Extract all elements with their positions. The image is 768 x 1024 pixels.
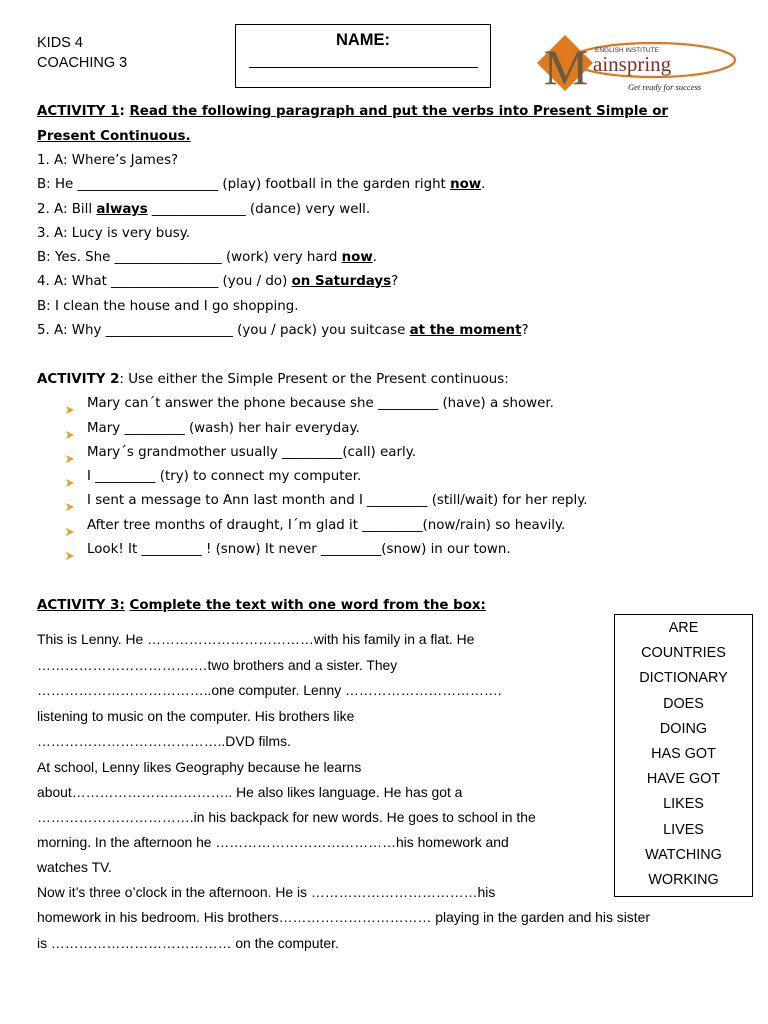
- word-box-item: WATCHING: [645, 846, 722, 863]
- arrow-bullet-icon: [66, 400, 76, 410]
- activity1-instruction-cont: Present Continuous.: [37, 129, 191, 144]
- word-box: [614, 614, 753, 897]
- logo-letter: M: [543, 39, 589, 95]
- activity2-instruction: : Use either the Simple Present or the Present continuous:: [119, 372, 509, 387]
- coaching-line: COACHING 3: [37, 54, 128, 71]
- line-emphasis: now: [450, 177, 482, 192]
- line-text-end: .: [372, 250, 377, 265]
- line-text-end: ?: [391, 274, 399, 289]
- activity1-line: [37, 249, 377, 267]
- activity3-text-line: listening to music on the computer. His brothers like: [37, 708, 355, 724]
- line-text: 3. A: Lucy is very busy.: [37, 226, 191, 241]
- line-text: 5. A: Why ___________________ (you / pack) you suitcase: [37, 323, 410, 338]
- line-text-end: .: [481, 177, 486, 192]
- activity1-line: [37, 225, 190, 243]
- activity3-heading: [37, 597, 486, 615]
- activity2-item: Mary _________ (wash) her hair everyday.: [87, 421, 360, 436]
- line-emphasis: always: [96, 202, 148, 217]
- word-box-item: DOES: [663, 695, 704, 712]
- name-box: [235, 24, 491, 88]
- activity2-item: After tree months of draught, I´m glad it _________(now/rain) so heavily.: [87, 518, 566, 533]
- activity3-text-line: …………………………….in his backpack for new words. He goes to school in the: [37, 809, 536, 825]
- line-emphasis: now: [341, 250, 373, 265]
- arrow-bullet-icon: [66, 546, 76, 556]
- activity2-item: Mary can´t answer the phone because she _________ (have) a shower.: [87, 396, 554, 411]
- activity2-heading: [37, 371, 509, 389]
- word-box-item: DOING: [659, 720, 708, 737]
- line-text: B: He _____________________ (play) football in the garden right: [37, 177, 451, 192]
- logo-tagline: Get ready for success: [628, 82, 702, 92]
- activity1-line: [37, 298, 299, 316]
- activity3-text-line: At school, Lenny likes Geography because he learns: [37, 759, 362, 775]
- activity3-text-line: Now it’s three o’clock in the afternoon. He is ………………………………his: [37, 884, 496, 900]
- line-text-end: ______________ (dance) very well.: [147, 202, 371, 217]
- activity3-text-line: about…………………………….. He also likes language. He has got a: [37, 784, 463, 800]
- line-text: 4. A: What ________________ (you / do): [37, 274, 292, 289]
- logo-top-text: ENGLISH INSTITUTE: [595, 47, 659, 54]
- name-line[interactable]: [249, 67, 478, 68]
- activity2-label: ACTIVITY 2: [37, 372, 120, 387]
- line-text: B: I clean the house and I go shopping.: [37, 299, 299, 314]
- activity1-heading: ACTIVITY 1: Read the following paragraph and put the verbs into Present Simple or: [37, 104, 669, 119]
- activity3-text-line: morning. In the afternoon he …………………………………his homework and: [37, 834, 509, 850]
- activity2-item: Mary´s grandmother usually _________(call) early.: [87, 445, 416, 460]
- activity3-text-line: This is Lenny. He ………………………………with his family in a flat. He: [37, 631, 475, 647]
- activity3-text-line: is ………………………………… on the computer.: [37, 935, 339, 951]
- line-emphasis: on Saturdays: [291, 274, 392, 289]
- line-text: B: Yes. She ________________ (work) very hard: [37, 250, 342, 265]
- activity3-text-line: ………………………………..one computer. Lenny …………………………….: [37, 682, 502, 698]
- word-box-item: LIKES: [663, 796, 704, 813]
- activity3-label: ACTIVITY 3:: [37, 598, 125, 613]
- name-label: NAME:: [335, 31, 391, 49]
- word-box-item: HAS GOT: [651, 746, 716, 762]
- line-text: 2. A: Bill: [37, 202, 97, 217]
- mainspring-logo: [533, 30, 737, 100]
- logo-brand: ainspring: [593, 52, 672, 76]
- arrow-bullet-icon: [66, 497, 76, 507]
- activity3-text-line: homework in his bedroom. His brothers…………………………… playing in the garden and his sister: [37, 909, 650, 925]
- activity3-text-line: …………………………………..DVD films.: [37, 733, 291, 749]
- activity3-text-line: …………………………….…two brothers and a sister. They: [37, 657, 398, 673]
- line-text-end: ?: [521, 323, 529, 338]
- activity1-instruction: Read the following paragraph and put the verbs into Present Simple or: [129, 104, 669, 119]
- line-text: 1. A: Where’s James?: [37, 153, 179, 168]
- activity2-item: I _________ (try) to connect my computer.: [87, 469, 362, 484]
- activity2-item: I sent a message to Ann last month and I _________ (still/wait) for her reply.: [87, 493, 588, 508]
- arrow-bullet-icon: [66, 522, 76, 532]
- word-box-item: DICTIONARY: [639, 670, 728, 687]
- activity1-line: [37, 322, 529, 340]
- activity1-line: [37, 152, 178, 170]
- activity1-line: [37, 176, 485, 194]
- activity1-line: [37, 273, 398, 291]
- word-box-item: WORKING: [648, 872, 719, 888]
- word-box-item: LIVES: [663, 821, 704, 838]
- word-box-item: ARE: [668, 620, 699, 636]
- activity2-item: Look! It _________ ! (snow) It never _________(snow) in our town.: [87, 542, 511, 557]
- activity3-text-line: watches TV.: [37, 859, 112, 875]
- arrow-bullet-icon: [66, 425, 76, 435]
- arrow-bullet-icon: [66, 473, 76, 483]
- line-emphasis: at the moment: [409, 323, 522, 338]
- word-box-item: HAVE GOT: [646, 771, 721, 788]
- activity1-label: ACTIVITY 1: [37, 104, 120, 119]
- class-line: KIDS 4: [37, 35, 83, 51]
- activity3-instruction: Complete the text with one word from the box:: [129, 598, 486, 613]
- activity1-line: [37, 201, 370, 219]
- word-box-item: COUNTRIES: [641, 645, 726, 662]
- header-class-info: [37, 34, 127, 73]
- arrow-bullet-icon: [66, 449, 76, 459]
